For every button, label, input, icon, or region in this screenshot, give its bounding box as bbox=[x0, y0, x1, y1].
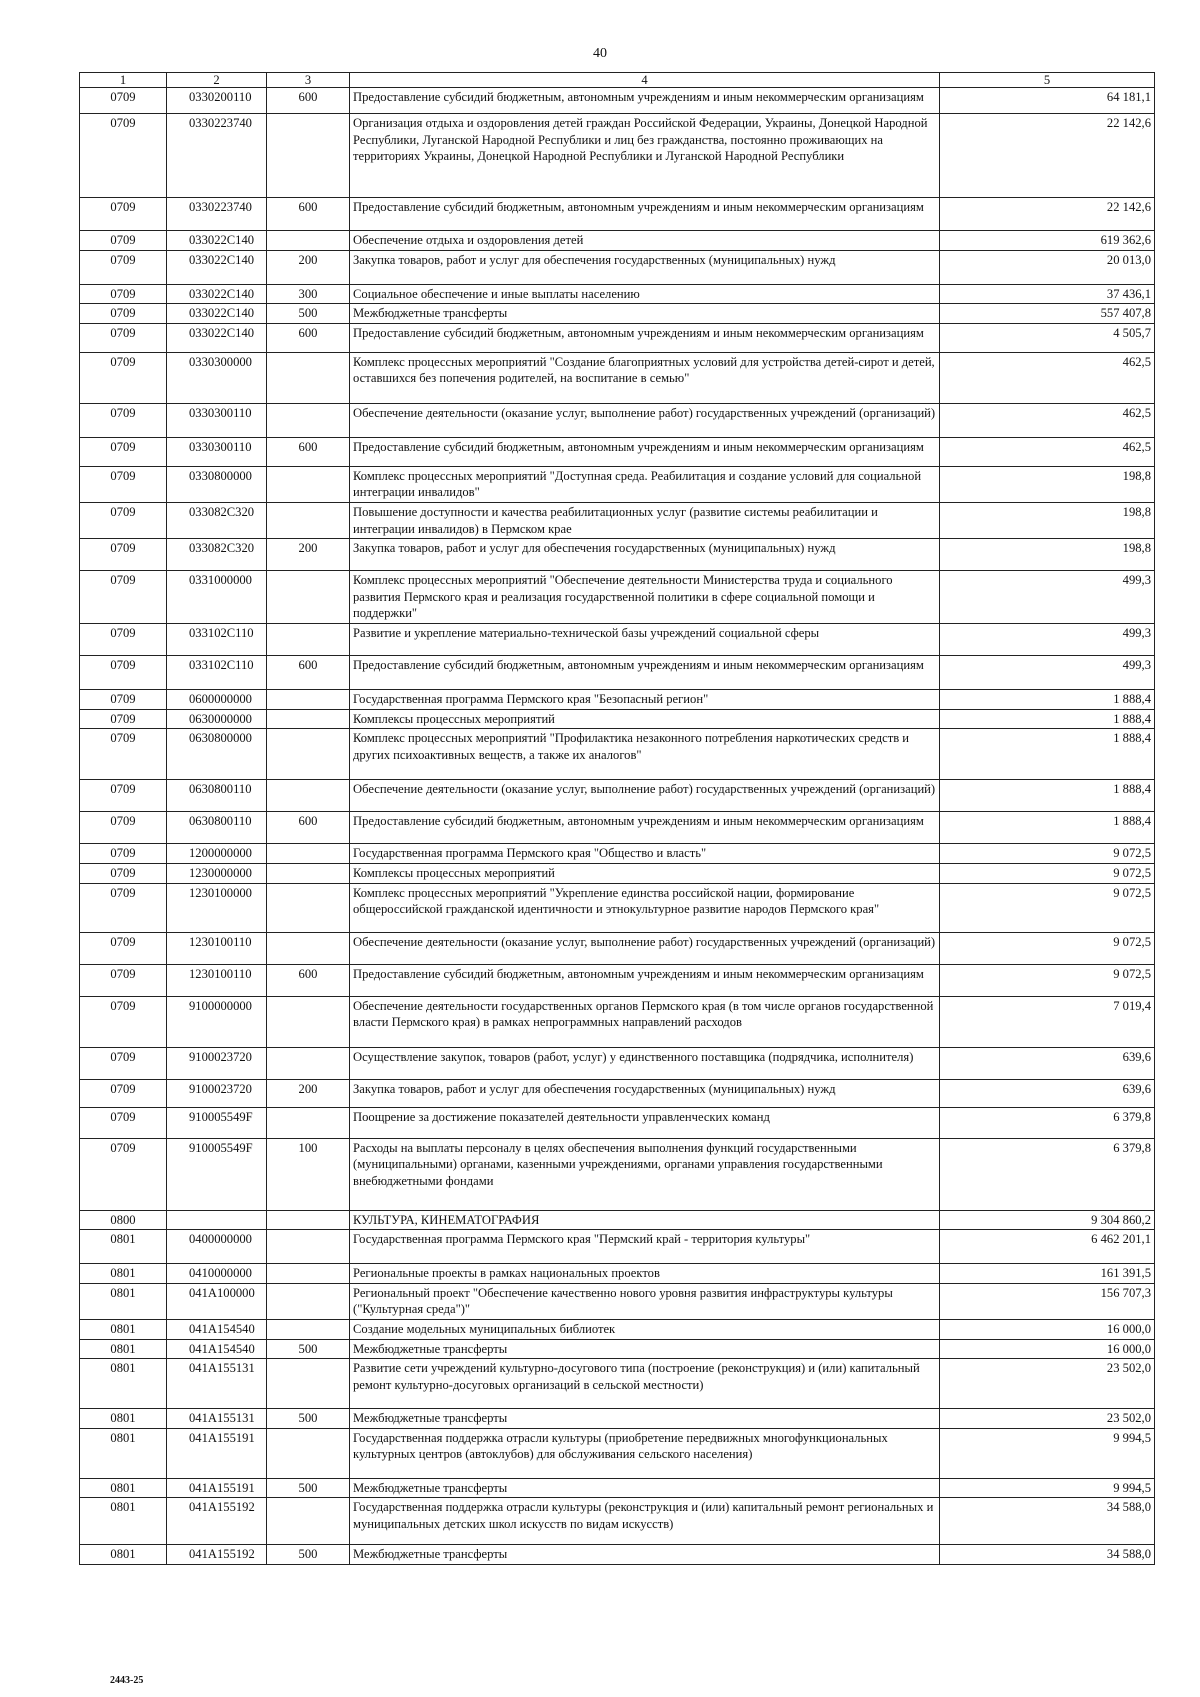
table-row bbox=[80, 1138, 1155, 1210]
expense-type-code-cell bbox=[267, 624, 350, 656]
table-row bbox=[80, 780, 1155, 812]
expense-name-cell: Предоставление субсидий бюджетным, автономным учреждениям и иным некоммерческим организациям bbox=[350, 198, 940, 231]
section-code-cell: 0709 bbox=[80, 114, 167, 198]
table-row bbox=[80, 352, 1155, 403]
amount-cell: 557 407,8 bbox=[940, 304, 1155, 324]
amount-cell: 37 436,1 bbox=[940, 284, 1155, 304]
amount-cell: 499,3 bbox=[940, 624, 1155, 656]
target-article-code-cell: 0600000000 bbox=[167, 690, 267, 710]
table-row bbox=[80, 1079, 1155, 1107]
expense-type-code-cell bbox=[267, 1428, 350, 1478]
target-article-code-cell: 041А155131 bbox=[167, 1359, 267, 1409]
expense-name-cell: Комплексы процессных мероприятий bbox=[350, 863, 940, 883]
expense-type-code-cell bbox=[267, 1230, 350, 1264]
section-code-cell: 0709 bbox=[80, 539, 167, 571]
amount-cell: 23 502,0 bbox=[940, 1409, 1155, 1429]
amount-cell: 22 142,6 bbox=[940, 114, 1155, 198]
expense-type-code-cell bbox=[267, 352, 350, 403]
expense-name-cell: Обеспечение деятельности государственных органов Пермского края (в том числе органов государственной власти Пермского края) в рамках непрограммных направлений расходов bbox=[350, 996, 940, 1047]
expense-type-code-cell bbox=[267, 729, 350, 780]
expense-type-code-cell bbox=[267, 503, 350, 539]
expense-type-code-cell: 200 bbox=[267, 1079, 350, 1107]
column-header-name: 4 bbox=[350, 73, 940, 88]
expense-name-cell: Межбюджетные трансферты bbox=[350, 1409, 940, 1429]
section-code-cell: 0801 bbox=[80, 1230, 167, 1264]
section-code-cell: 0709 bbox=[80, 1107, 167, 1138]
table-row bbox=[80, 932, 1155, 964]
expense-type-code-cell: 600 bbox=[267, 323, 350, 352]
target-article-code-cell: 0330300110 bbox=[167, 437, 267, 466]
section-code-cell: 0709 bbox=[80, 403, 167, 437]
table-row bbox=[80, 1478, 1155, 1498]
column-header-expense-type: 3 bbox=[267, 73, 350, 88]
expense-type-code-cell: 200 bbox=[267, 250, 350, 284]
amount-cell: 198,8 bbox=[940, 503, 1155, 539]
expense-name-cell: Государственная программа Пермского края "Пермский край - территория культуры" bbox=[350, 1230, 940, 1264]
amount-cell: 6 462 201,1 bbox=[940, 1230, 1155, 1264]
table-row bbox=[80, 624, 1155, 656]
table-row bbox=[80, 403, 1155, 437]
target-article-code-cell: 041А155192 bbox=[167, 1498, 267, 1545]
table-row bbox=[80, 250, 1155, 284]
section-code-cell: 0801 bbox=[80, 1478, 167, 1498]
target-article-code-cell: 041А155191 bbox=[167, 1428, 267, 1478]
amount-cell: 1 888,4 bbox=[940, 690, 1155, 710]
expense-type-code-cell bbox=[267, 1210, 350, 1230]
expense-type-code-cell: 500 bbox=[267, 1545, 350, 1565]
amount-cell: 16 000,0 bbox=[940, 1339, 1155, 1359]
expense-name-cell: Поощрение за достижение показателей деятельности управленческих команд bbox=[350, 1107, 940, 1138]
table-row bbox=[80, 883, 1155, 932]
table-row bbox=[80, 198, 1155, 231]
table-row bbox=[80, 996, 1155, 1047]
target-article-code-cell: 0330300000 bbox=[167, 352, 267, 403]
target-article-code-cell: 033022С140 bbox=[167, 284, 267, 304]
target-article-code-cell: 041А155192 bbox=[167, 1545, 267, 1565]
expense-name-cell: Предоставление субсидий бюджетным, автономным учреждениям и иным некоммерческим организациям bbox=[350, 437, 940, 466]
section-code-cell: 0709 bbox=[80, 231, 167, 251]
amount-cell: 1 888,4 bbox=[940, 780, 1155, 812]
expense-type-code-cell bbox=[267, 844, 350, 864]
expense-name-cell: КУЛЬТУРА, КИНЕМАТОГРАФИЯ bbox=[350, 1210, 940, 1230]
expense-name-cell: Комплексы процессных мероприятий bbox=[350, 709, 940, 729]
amount-cell: 16 000,0 bbox=[940, 1319, 1155, 1339]
expense-name-cell: Комплекс процессных мероприятий "Обеспечение деятельности Министерства труда и социального развития Пермского края и реализация государственной политики в сфере социальной помощи и поддержки" bbox=[350, 571, 940, 624]
target-article-code-cell: 0630800110 bbox=[167, 780, 267, 812]
amount-cell: 499,3 bbox=[940, 571, 1155, 624]
expense-type-code-cell bbox=[267, 1283, 350, 1319]
expense-type-code-cell: 500 bbox=[267, 1339, 350, 1359]
column-header-target-article: 2 bbox=[167, 73, 267, 88]
table-row bbox=[80, 284, 1155, 304]
expense-name-cell: Государственная поддержка отрасли культуры (приобретение передвижных многофункциональных культурных центров (автоклубов) для обслуживания сельского населения) bbox=[350, 1428, 940, 1478]
section-code-cell: 0709 bbox=[80, 1047, 167, 1079]
amount-cell: 9 304 860,2 bbox=[940, 1210, 1155, 1230]
section-code-cell: 0709 bbox=[80, 883, 167, 932]
expense-name-cell: Государственная поддержка отрасли культуры (реконструкция и (или) капитальный ремонт региональных и муниципальных детских школ искусств по видам искусств) bbox=[350, 1498, 940, 1545]
target-article-code-cell: 1230100110 bbox=[167, 964, 267, 996]
target-article-code-cell: 0400000000 bbox=[167, 1230, 267, 1264]
target-article-code-cell: 0630800000 bbox=[167, 729, 267, 780]
budget-table bbox=[79, 72, 1155, 1565]
table-row bbox=[80, 323, 1155, 352]
target-article-code-cell: 0330200110 bbox=[167, 88, 267, 114]
expense-name-cell: Предоставление субсидий бюджетным, автономным учреждениям и иным некоммерческим организациям bbox=[350, 88, 940, 114]
table-row bbox=[80, 1339, 1155, 1359]
target-article-code-cell bbox=[167, 1210, 267, 1230]
expense-type-code-cell bbox=[267, 1264, 350, 1284]
expense-name-cell: Обеспечение деятельности (оказание услуг, выполнение работ) государственных учреждений (организаций) bbox=[350, 932, 940, 964]
target-article-code-cell: 0330300110 bbox=[167, 403, 267, 437]
expense-type-code-cell bbox=[267, 883, 350, 932]
section-code-cell: 0709 bbox=[80, 88, 167, 114]
section-code-cell: 0709 bbox=[80, 780, 167, 812]
expense-name-cell: Организация отдыха и оздоровления детей граждан Российской Федерации, Украины, Донецкой Народной Республики, Луганской Народной Республики и лиц без гражданства, постоянно проживающих на территориях Украины, Донецкой Народной Республики и Луганской Народной Республики bbox=[350, 114, 940, 198]
expense-name-cell: Предоставление субсидий бюджетным, автономным учреждениям и иным некоммерческим организациям bbox=[350, 812, 940, 844]
amount-cell: 161 391,5 bbox=[940, 1264, 1155, 1284]
section-code-cell: 0709 bbox=[80, 624, 167, 656]
section-code-cell: 0801 bbox=[80, 1409, 167, 1429]
expense-name-cell: Расходы на выплаты персоналу в целях обеспечения выполнения функций государственными (муниципальными) органами, казенными учреждениями, органами управления государственными внебюджетными фондами bbox=[350, 1138, 940, 1210]
page-number: 40 bbox=[593, 46, 607, 61]
table-row bbox=[80, 964, 1155, 996]
expense-type-code-cell: 600 bbox=[267, 812, 350, 844]
table-row bbox=[80, 503, 1155, 539]
section-code-cell: 0801 bbox=[80, 1264, 167, 1284]
table-row bbox=[80, 1230, 1155, 1264]
section-code-cell: 0709 bbox=[80, 844, 167, 864]
target-article-code-cell: 041А155131 bbox=[167, 1409, 267, 1429]
table-row bbox=[80, 863, 1155, 883]
expense-name-cell: Межбюджетные трансферты bbox=[350, 1339, 940, 1359]
expense-type-code-cell: 600 bbox=[267, 656, 350, 690]
expense-name-cell: Государственная программа Пермского края "Общество и власть" bbox=[350, 844, 940, 864]
expense-type-code-cell: 500 bbox=[267, 1478, 350, 1498]
expense-type-code-cell bbox=[267, 690, 350, 710]
amount-cell: 198,8 bbox=[940, 466, 1155, 502]
expense-name-cell: Осуществление закупок, товаров (работ, услуг) у единственного поставщика (подрядчика, исполнителя) bbox=[350, 1047, 940, 1079]
section-code-cell: 0709 bbox=[80, 304, 167, 324]
expense-type-code-cell bbox=[267, 780, 350, 812]
target-article-code-cell: 1230100000 bbox=[167, 883, 267, 932]
section-code-cell: 0709 bbox=[80, 690, 167, 710]
amount-cell: 1 888,4 bbox=[940, 812, 1155, 844]
target-article-code-cell: 033022С140 bbox=[167, 231, 267, 251]
table-row bbox=[80, 1319, 1155, 1339]
expense-type-code-cell bbox=[267, 709, 350, 729]
table-header-row bbox=[80, 73, 1155, 88]
section-code-cell: 0709 bbox=[80, 466, 167, 502]
target-article-code-cell: 0410000000 bbox=[167, 1264, 267, 1284]
section-code-cell: 0801 bbox=[80, 1319, 167, 1339]
column-header-amount: 5 bbox=[940, 73, 1155, 88]
expense-name-cell: Предоставление субсидий бюджетным, автономным учреждениям и иным некоммерческим организациям bbox=[350, 964, 940, 996]
section-code-cell: 0709 bbox=[80, 284, 167, 304]
amount-cell: 7 019,4 bbox=[940, 996, 1155, 1047]
table-row bbox=[80, 1498, 1155, 1545]
amount-cell: 9 072,5 bbox=[940, 932, 1155, 964]
expense-type-code-cell bbox=[267, 403, 350, 437]
expense-type-code-cell bbox=[267, 231, 350, 251]
target-article-code-cell: 033082С320 bbox=[167, 503, 267, 539]
expense-name-cell: Развитие сети учреждений культурно-досугового типа (построение (реконструкция) и (или) капитальный ремонт культурно-досуговых организаций в сельской местности) bbox=[350, 1359, 940, 1409]
amount-cell: 639,6 bbox=[940, 1079, 1155, 1107]
expense-name-cell: Комплекс процессных мероприятий "Укрепление единства российской нации, формирование общероссийской гражданской идентичности и этнокультурное развитие народов Пермского края" bbox=[350, 883, 940, 932]
target-article-code-cell: 0330223740 bbox=[167, 114, 267, 198]
expense-name-cell: Закупка товаров, работ и услуг для обеспечения государственных (муниципальных) нужд bbox=[350, 1079, 940, 1107]
amount-cell: 6 379,8 bbox=[940, 1107, 1155, 1138]
amount-cell: 462,5 bbox=[940, 437, 1155, 466]
table-row bbox=[80, 1409, 1155, 1429]
expense-type-code-cell bbox=[267, 114, 350, 198]
expense-type-code-cell bbox=[267, 863, 350, 883]
target-article-code-cell: 041А154540 bbox=[167, 1339, 267, 1359]
table-row bbox=[80, 690, 1155, 710]
amount-cell: 619 362,6 bbox=[940, 231, 1155, 251]
expense-name-cell: Региональный проект "Обеспечение качественно нового уровня развития инфраструктуры культуры ("Культурная среда")" bbox=[350, 1283, 940, 1319]
amount-cell: 9 994,5 bbox=[940, 1428, 1155, 1478]
table-row bbox=[80, 231, 1155, 251]
target-article-code-cell: 9100023720 bbox=[167, 1047, 267, 1079]
expense-type-code-cell: 600 bbox=[267, 198, 350, 231]
section-code-cell: 0709 bbox=[80, 1138, 167, 1210]
amount-cell: 22 142,6 bbox=[940, 198, 1155, 231]
target-article-code-cell: 0330223740 bbox=[167, 198, 267, 231]
amount-cell: 6 379,8 bbox=[940, 1138, 1155, 1210]
target-article-code-cell: 041А154540 bbox=[167, 1319, 267, 1339]
section-code-cell: 0801 bbox=[80, 1498, 167, 1545]
table-row bbox=[80, 812, 1155, 844]
target-article-code-cell: 1230100110 bbox=[167, 932, 267, 964]
table-row bbox=[80, 656, 1155, 690]
table-row bbox=[80, 1359, 1155, 1409]
section-code-cell: 0709 bbox=[80, 812, 167, 844]
expense-name-cell: Комплекс процессных мероприятий "Доступная среда. Реабилитация и создание условий для социальной интеграции инвалидов" bbox=[350, 466, 940, 502]
target-article-code-cell: 910005549F bbox=[167, 1138, 267, 1210]
amount-cell: 34 588,0 bbox=[940, 1498, 1155, 1545]
amount-cell: 1 888,4 bbox=[940, 709, 1155, 729]
table-row bbox=[80, 1047, 1155, 1079]
table-row bbox=[80, 729, 1155, 780]
expense-name-cell: Межбюджетные трансферты bbox=[350, 1478, 940, 1498]
section-code-cell: 0709 bbox=[80, 964, 167, 996]
section-code-cell: 0709 bbox=[80, 437, 167, 466]
amount-cell: 639,6 bbox=[940, 1047, 1155, 1079]
table-row bbox=[80, 1210, 1155, 1230]
target-article-code-cell: 033102С110 bbox=[167, 624, 267, 656]
expense-name-cell: Закупка товаров, работ и услуг для обеспечения государственных (муниципальных) нужд bbox=[350, 250, 940, 284]
section-code-cell: 0801 bbox=[80, 1545, 167, 1565]
target-article-code-cell: 910005549F bbox=[167, 1107, 267, 1138]
expense-name-cell: Межбюджетные трансферты bbox=[350, 1545, 940, 1565]
target-article-code-cell: 1230000000 bbox=[167, 863, 267, 883]
expense-type-code-cell: 600 bbox=[267, 437, 350, 466]
expense-name-cell: Повышение доступности и качества реабилитационных услуг (развитие системы реабилитации и интеграции инвалидов) в Пермском крае bbox=[350, 503, 940, 539]
expense-name-cell: Государственная программа Пермского края "Безопасный регион" bbox=[350, 690, 940, 710]
amount-cell: 20 013,0 bbox=[940, 250, 1155, 284]
section-code-cell: 0709 bbox=[80, 932, 167, 964]
amount-cell: 462,5 bbox=[940, 403, 1155, 437]
expense-type-code-cell bbox=[267, 932, 350, 964]
expense-type-code-cell bbox=[267, 996, 350, 1047]
table-row bbox=[80, 709, 1155, 729]
target-article-code-cell: 0331000000 bbox=[167, 571, 267, 624]
expense-type-code-cell bbox=[267, 1498, 350, 1545]
section-code-cell: 0800 bbox=[80, 1210, 167, 1230]
amount-cell: 462,5 bbox=[940, 352, 1155, 403]
target-article-code-cell: 9100023720 bbox=[167, 1079, 267, 1107]
expense-type-code-cell bbox=[267, 466, 350, 502]
section-code-cell: 0709 bbox=[80, 352, 167, 403]
amount-cell: 9 072,5 bbox=[940, 883, 1155, 932]
section-code-cell: 0801 bbox=[80, 1339, 167, 1359]
expense-type-code-cell bbox=[267, 1047, 350, 1079]
target-article-code-cell: 033022С140 bbox=[167, 304, 267, 324]
section-code-cell: 0709 bbox=[80, 729, 167, 780]
table-row bbox=[80, 539, 1155, 571]
target-article-code-cell: 0330800000 bbox=[167, 466, 267, 502]
target-article-code-cell: 033022С140 bbox=[167, 250, 267, 284]
amount-cell: 64 181,1 bbox=[940, 88, 1155, 114]
target-article-code-cell: 041А100000 bbox=[167, 1283, 267, 1319]
table-row bbox=[80, 1107, 1155, 1138]
expense-type-code-cell: 600 bbox=[267, 88, 350, 114]
amount-cell: 9 994,5 bbox=[940, 1478, 1155, 1498]
expense-name-cell: Создание модельных муниципальных библиотек bbox=[350, 1319, 940, 1339]
table-row bbox=[80, 1264, 1155, 1284]
target-article-code-cell: 9100000000 bbox=[167, 996, 267, 1047]
expense-type-code-cell bbox=[267, 571, 350, 624]
expense-type-code-cell bbox=[267, 1107, 350, 1138]
expense-type-code-cell: 100 bbox=[267, 1138, 350, 1210]
table-row bbox=[80, 1283, 1155, 1319]
expense-name-cell: Комплекс процессных мероприятий "Профилактика незаконного потребления наркотических средств и других психоактивных веществ, а также их аналогов" bbox=[350, 729, 940, 780]
column-header-section: 1 bbox=[80, 73, 167, 88]
table-row bbox=[80, 114, 1155, 198]
section-code-cell: 0709 bbox=[80, 996, 167, 1047]
amount-cell: 198,8 bbox=[940, 539, 1155, 571]
expense-type-code-cell bbox=[267, 1319, 350, 1339]
section-code-cell: 0801 bbox=[80, 1359, 167, 1409]
target-article-code-cell: 0630000000 bbox=[167, 709, 267, 729]
expense-type-code-cell: 600 bbox=[267, 964, 350, 996]
table-row bbox=[80, 88, 1155, 114]
target-article-code-cell: 041А155191 bbox=[167, 1478, 267, 1498]
section-code-cell: 0709 bbox=[80, 1079, 167, 1107]
target-article-code-cell: 033022С140 bbox=[167, 323, 267, 352]
amount-cell: 1 888,4 bbox=[940, 729, 1155, 780]
table-body bbox=[80, 88, 1155, 1565]
amount-cell: 23 502,0 bbox=[940, 1359, 1155, 1409]
expense-type-code-cell: 500 bbox=[267, 304, 350, 324]
target-article-code-cell: 0630800110 bbox=[167, 812, 267, 844]
amount-cell: 9 072,5 bbox=[940, 863, 1155, 883]
section-code-cell: 0709 bbox=[80, 571, 167, 624]
expense-type-code-cell: 200 bbox=[267, 539, 350, 571]
amount-cell: 34 588,0 bbox=[940, 1545, 1155, 1565]
table-row bbox=[80, 466, 1155, 502]
amount-cell: 9 072,5 bbox=[940, 964, 1155, 996]
expense-name-cell: Обеспечение деятельности (оказание услуг, выполнение работ) государственных учреждений (организаций) bbox=[350, 403, 940, 437]
table-row bbox=[80, 304, 1155, 324]
section-code-cell: 0709 bbox=[80, 323, 167, 352]
table-row bbox=[80, 437, 1155, 466]
expense-name-cell: Закупка товаров, работ и услуг для обеспечения государственных (муниципальных) нужд bbox=[350, 539, 940, 571]
section-code-cell: 0801 bbox=[80, 1428, 167, 1478]
expense-name-cell: Обеспечение отдыха и оздоровления детей bbox=[350, 231, 940, 251]
expense-name-cell: Комплекс процессных мероприятий "Создание благоприятных условий для устройства детей-сирот и детей, оставшихся без попечения родителей, на воспитание в семью" bbox=[350, 352, 940, 403]
document-code: 2443-25 bbox=[110, 1675, 144, 1686]
amount-cell: 499,3 bbox=[940, 656, 1155, 690]
expense-name-cell: Социальное обеспечение и иные выплаты населению bbox=[350, 284, 940, 304]
expense-name-cell: Предоставление субсидий бюджетным, автономным учреждениям и иным некоммерческим организациям bbox=[350, 656, 940, 690]
target-article-code-cell: 1200000000 bbox=[167, 844, 267, 864]
expense-name-cell: Обеспечение деятельности (оказание услуг, выполнение работ) государственных учреждений (организаций) bbox=[350, 780, 940, 812]
expense-type-code-cell bbox=[267, 1359, 350, 1409]
expense-name-cell: Региональные проекты в рамках национальных проектов bbox=[350, 1264, 940, 1284]
amount-cell: 156 707,3 bbox=[940, 1283, 1155, 1319]
section-code-cell: 0709 bbox=[80, 863, 167, 883]
target-article-code-cell: 033102С110 bbox=[167, 656, 267, 690]
section-code-cell: 0709 bbox=[80, 656, 167, 690]
table-row bbox=[80, 1545, 1155, 1565]
table-row bbox=[80, 844, 1155, 864]
expense-name-cell: Предоставление субсидий бюджетным, автономным учреждениям и иным некоммерческим организациям bbox=[350, 323, 940, 352]
target-article-code-cell: 033082С320 bbox=[167, 539, 267, 571]
table-row bbox=[80, 1428, 1155, 1478]
expense-type-code-cell: 500 bbox=[267, 1409, 350, 1429]
amount-cell: 9 072,5 bbox=[940, 844, 1155, 864]
amount-cell: 4 505,7 bbox=[940, 323, 1155, 352]
table-row bbox=[80, 571, 1155, 624]
expense-type-code-cell: 300 bbox=[267, 284, 350, 304]
section-code-cell: 0709 bbox=[80, 250, 167, 284]
section-code-cell: 0801 bbox=[80, 1283, 167, 1319]
section-code-cell: 0709 bbox=[80, 503, 167, 539]
expense-name-cell: Межбюджетные трансферты bbox=[350, 304, 940, 324]
expense-name-cell: Развитие и укрепление материально-технической базы учреждений социальной сферы bbox=[350, 624, 940, 656]
section-code-cell: 0709 bbox=[80, 709, 167, 729]
section-code-cell: 0709 bbox=[80, 198, 167, 231]
